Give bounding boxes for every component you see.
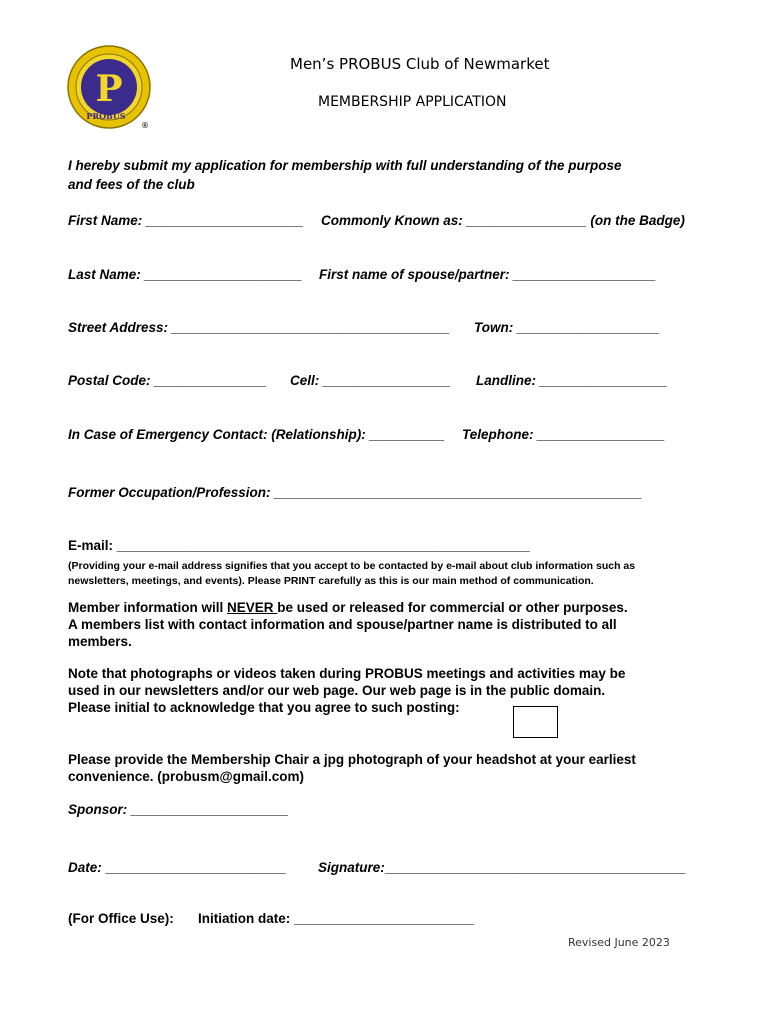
logo-letter: P xyxy=(95,68,123,110)
privacy-before: Member information will xyxy=(68,600,228,615)
registered-mark: ® xyxy=(141,121,149,130)
email-note-line-1: (Providing your e-mail address signifies that you accept to be contacted by e-mail about club information such as xyxy=(68,560,636,572)
first-name-field[interactable]: First Name: _____________________ xyxy=(68,213,304,228)
occupation-field[interactable]: Former Occupation/Profession: _________________________________________________ xyxy=(68,485,643,500)
never-emphasis: NEVER xyxy=(227,600,278,615)
headshot-request xyxy=(68,751,708,785)
email-note xyxy=(68,559,708,589)
initiation-line: ________________________ xyxy=(294,911,475,926)
initiation-date-field[interactable] xyxy=(198,911,474,926)
photo-note-line-1: Note that photographs or videos taken during PROBUS meetings and activities may be xyxy=(68,666,626,681)
privacy-line-3: members. xyxy=(68,634,132,649)
probus-logo xyxy=(66,44,152,130)
privacy-line-1 xyxy=(68,599,708,616)
signature-label: Signature: xyxy=(318,860,385,875)
privacy-statement xyxy=(68,599,708,650)
initial-box[interactable] xyxy=(513,706,558,738)
photo-consent-note xyxy=(68,665,708,716)
postal-code-field[interactable]: Postal Code: _______________ xyxy=(68,373,267,388)
headshot-line-2: convenience. (probusm@gmail.com) xyxy=(68,769,304,784)
intro-line-2: and fees of the club xyxy=(68,177,195,192)
privacy-line-2: A members list with contact information and spouse/partner name is distributed to all xyxy=(68,617,617,632)
emergency-contact-field[interactable]: In Case of Emergency Contact: (Relationship): __________ xyxy=(68,427,445,442)
logo-text: PROBUS xyxy=(86,111,126,121)
date-line: ________________________ xyxy=(105,860,286,875)
initiation-label: Initiation date: xyxy=(198,911,294,926)
known-as-field[interactable]: Commonly Known as: ________________ (on the Badge) xyxy=(321,213,685,228)
telephone-field[interactable]: Telephone: _________________ xyxy=(462,427,665,442)
street-address-field[interactable]: Street Address: _____________________________________ xyxy=(68,320,450,335)
signature-line: ________________________________________ xyxy=(384,860,686,875)
date-label: Date: xyxy=(68,860,106,875)
photo-note-line-2: used in our newsletters and/or our web page. Our web page is in the public domain. xyxy=(68,683,606,698)
intro-line-1: I hereby submit my application for membership with full understanding of the purpose xyxy=(68,158,622,173)
club-name: Men’s PROBUS Club of Newmarket xyxy=(290,55,550,73)
last-name-field[interactable]: Last Name: _____________________ xyxy=(68,267,303,282)
email-field[interactable]: E-mail: _______________________________________________________ xyxy=(68,538,530,553)
cell-field[interactable]: Cell: _________________ xyxy=(290,373,451,388)
email-note-line-2: newsletters, meetings, and events). Please PRINT carefully as this is our main method of communication. xyxy=(68,575,594,587)
photo-note-line-3: Please initial to acknowledge that you agree to such posting: xyxy=(68,700,460,715)
signature-field[interactable] xyxy=(318,860,685,875)
landline-field[interactable]: Landline: _________________ xyxy=(476,373,668,388)
sponsor-field[interactable]: Sponsor: _____________________ xyxy=(68,802,289,817)
privacy-after: be used or released for commercial or other purposes. xyxy=(277,600,628,615)
form-title: MEMBERSHIP APPLICATION xyxy=(318,94,507,110)
town-field[interactable]: Town: ___________________ xyxy=(474,320,660,335)
revised-date: Revised June 2023 xyxy=(568,936,670,949)
spouse-name-field[interactable]: First name of spouse/partner: ___________________ xyxy=(319,267,656,282)
headshot-line-1: Please provide the Membership Chair a jpg photograph of your headshot at your earliest xyxy=(68,752,636,767)
date-field[interactable] xyxy=(68,860,286,875)
office-use-label: (For Office Use): xyxy=(68,911,174,926)
